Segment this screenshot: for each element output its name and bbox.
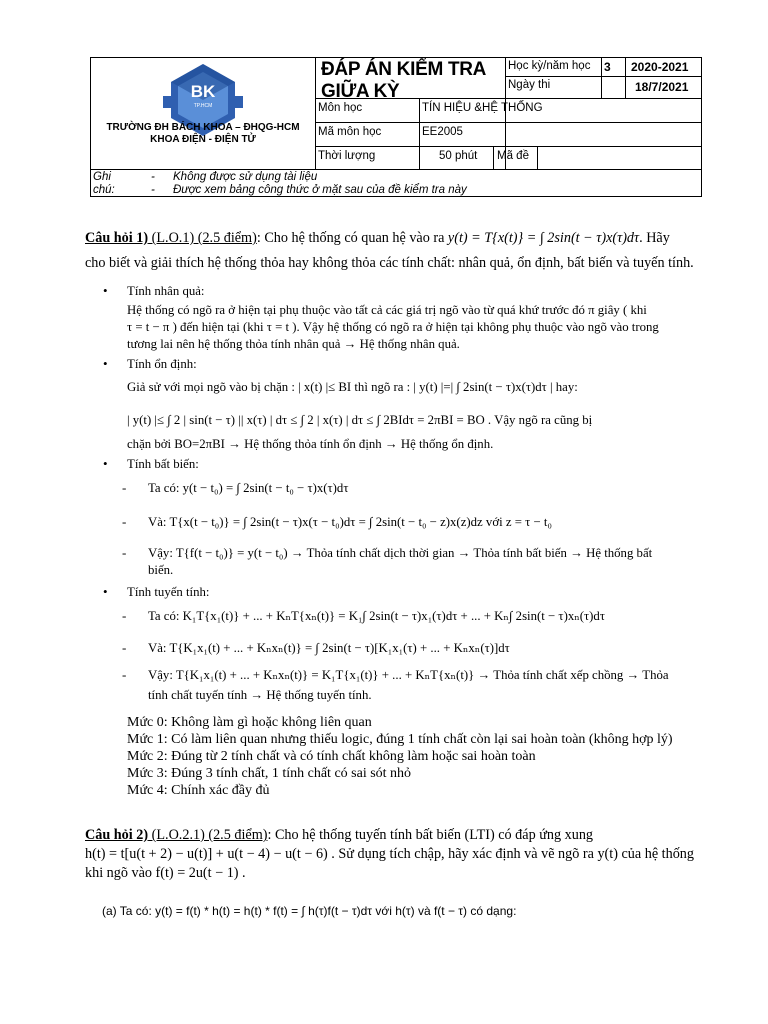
stability-line2: | y(t) |≤ ∫ 2 | sin(t − τ) || x(τ) | dτ ≤ ∫ 2 | x(τ) | dτ ≤ ∫ 2BIdτ = 2πBI = BO . Vậy ngõ ra cũng bị [127,413,593,427]
lin-line3b: tính chất tuyến tính → Hệ thống tuyến tính. [148,688,372,702]
q2-intro-line2: h(t) = t[u(t + 2) − u(t)] + u(t − 4) − u(t − 6) . Sử dụng tích chập, hãy xác định và vẽ ngõ ra y(t) của hệ thống [85,846,694,862]
note-item-1: Không được sử dụng tài liệu [173,171,318,183]
time-invariance-title: Tính bất biến: [127,457,199,471]
course-code-value: EE2005 [422,126,463,138]
bullet-causal: • [103,283,108,298]
q2-intro-a: : Cho hệ thống tuyến tính bất biến (LTI) có đáp ứng xung [267,827,594,843]
logo-text: BK [190,82,216,101]
q1-intro-line2: cho biết và giải thích hệ thống thỏa hay không thỏa các tính chất: nhân quả, ổn định, bất biến và tuyến tính. [85,255,694,271]
bullet-stability: • [103,356,108,371]
duration-value: 50 phút [439,150,478,162]
q2-lo: (L.O.2.1) (2.5 điểm) [148,827,268,843]
q2-part-a: (a) Ta có: y(t) = f(t) * h(t) = h(t) * f(t) = ∫ h(τ)f(t − τ)dτ với h(τ) và f(t − τ) có dạng: [102,904,517,918]
ti-line3a: Vậy: T{f(t − t₀)} = y(t − t₀) → Thỏa tính chất dịch thời gian → Thỏa tính bất biến → Hệ thống bất [148,546,653,560]
ti-dash-3: - [122,545,127,560]
causal-line2: τ = t − π ) đến hiện tại (khi τ = t ). Vậy hệ thống có ngõ ra ở hiện tại không phụ thuộc vào ngõ vào trong [127,320,659,334]
stability-line1: Giả sử với mọi ngõ vào bị chặn : | x(t) |≤ BI thì ngõ ra : | y(t) |=| ∫ 2sin(t − τ)x(τ)dτ | hay: [127,380,578,394]
causal-line1: Hệ thống có ngõ ra ở hiện tại phụ thuộc vào tất cả các giá trị ngõ vào từ quá khứ trước đó π giây ( khi [127,303,647,317]
note-dash-1: - [151,171,155,183]
school-name: TRƯỜNG ĐH BÁCH KHOA – ĐHQG-HCM KHOA ĐIỆN - ĐIỆN TỬ [106,122,300,145]
lin-dash-1: - [122,608,127,623]
duration-label: Thời lượng [318,150,376,162]
university-logo [91,58,315,169]
grading-level-2: Mức 2: Đúng từ 2 tính chất và có tính chất không làm hoặc sai hoàn toàn [127,749,536,764]
note-item-2: Được xem bảng công thức ở mặt sau của đề kiểm tra này [173,184,467,196]
q1-intro-b: . Hãy [639,230,670,246]
ti-line1: Ta có: y(t − t₀) = ∫ 2sin(t − t₀ − τ)x(τ)dτ [148,481,349,495]
q1-heading [85,229,670,248]
q1-lo: (L.O.1) (2.5 điểm) [148,230,257,246]
semester-label: Học kỳ/năm học [508,60,591,72]
stability-title: Tính ổn định: [127,357,197,371]
q2-title: Câu hỏi 2) [85,827,149,843]
logo-subtext: TP.HCM [193,103,213,109]
lin-dash-3: - [122,667,127,682]
lin-line1: Ta có: K₁T{x₁(t)} + ... + KₙT{xₙ(t)} = K₁∫ 2sin(t − τ)x₁(τ)dτ + ... + Kₙ∫ 2sin(t − τ)xₙ(τ)dτ [148,609,605,623]
note-dash-2: - [151,184,155,196]
ti-dash-2: - [122,514,127,529]
lin-line2: Và: T{K₁x₁(t) + ... + Kₙxₙ(t)} = ∫ 2sin(t − τ)[K₁x₁(τ) + ... + Kₙxₙ(τ)]dτ [148,641,510,655]
ti-dash-1: - [122,480,127,495]
school-year-value: 2020-2021 [631,60,689,74]
grading-level-4: Mức 4: Chính xác đầy đủ [127,783,270,798]
grading-level-1: Mức 1: Có làm liên quan nhưng thiếu logic, đúng 1 tính chất còn lại sai hoàn toàn (không hợp lý) [127,732,673,747]
causal-title: Tính nhân quả: [127,284,205,298]
exam-title: ĐÁP ÁN KIỂM TRA GIỮA KỲ [321,59,487,102]
causal-line3: tương lai nên hệ thống thỏa tính nhân quả → Hệ thống nhân quả. [127,337,460,351]
grading-level-3: Mức 3: Đúng 3 tính chất, 1 tính chất có sai sót nhỏ [127,766,412,781]
ti-line2: Và: T{x(t − t₀)} = ∫ 2sin(t − τ)x(τ − t₀)dτ = ∫ 2sin(t − t₀ − z)x(z)dz với z = τ − t₀ [148,515,552,529]
course-code-label: Mã môn học [318,126,382,138]
grading-level-0: Mức 0: Không làm gì hoặc không liên quan [127,715,372,730]
q2-intro-line3: khi ngõ vào f(t) = 2u(t − 1) . [85,865,246,881]
q1-title: Câu hỏi 1) [85,230,149,246]
ti-line3b: biến. [148,563,174,577]
stability-line3: chặn bởi BO=2πBI → Hệ thống thỏa tính ổn định → Hệ thống ổn định. [127,437,494,451]
exam-header-table [90,57,702,197]
bullet-time-invariance: • [103,456,108,471]
semester-value: 3 [604,60,611,74]
q2-heading [85,826,593,845]
bullet-linearity: • [103,584,108,599]
exam-code-label: Mã đề [497,150,529,162]
lin-line3a: Vậy: T{K₁x₁(t) + ... + Kₙxₙ(t)} = K₁T{x₁(t)} + ... + KₙT{xₙ(t)} → Thỏa tính chất xếp chồng → Thỏa [148,668,669,682]
note-label: Ghi chú: [93,171,115,196]
q1-io-formula: y(t) = T{x(t)} = ∫ 2sin(t − τ)x(τ)dτ [447,230,640,246]
linearity-title: Tính tuyến tính: [127,585,210,599]
date-value: 18/7/2021 [635,80,689,94]
subject-label: Môn học [318,102,363,114]
q1-intro-a: : Cho hệ thống có quan hệ vào ra [256,230,448,246]
lin-dash-2: - [122,640,127,655]
date-label: Ngày thi [508,79,551,91]
subject-value: TÍN HIỆU &HỆ THỐNG [422,102,543,114]
